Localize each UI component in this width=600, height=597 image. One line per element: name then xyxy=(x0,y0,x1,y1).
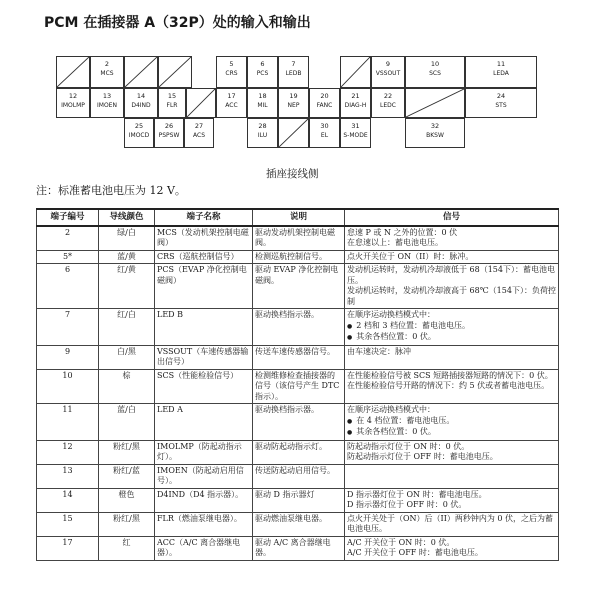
wire-color: 红/黄 xyxy=(99,264,155,309)
terminal-name: D4IND（D4 指示器）。 xyxy=(155,488,253,512)
connector-caption: 插座接线侧 xyxy=(266,168,319,180)
connector-pin-empty xyxy=(56,56,90,88)
connector-pin-empty xyxy=(405,88,465,118)
terminal-description: 驱动换档指示器。 xyxy=(253,404,345,441)
terminal-signal xyxy=(345,488,559,512)
table-row xyxy=(37,369,559,404)
terminal-signal xyxy=(345,309,559,346)
connector-pin-empty xyxy=(124,56,158,88)
terminal-signal xyxy=(345,264,559,309)
wire-color: 绿/白 xyxy=(99,226,155,251)
connector-pin: 20 FANC xyxy=(309,88,340,118)
terminal-signal xyxy=(345,250,559,264)
signal-line: A/C 开关位于 OFF 时：蓄电池电压。 xyxy=(347,548,483,557)
terminal-description: 驱动发动机架控制电磁阀。 xyxy=(253,226,345,251)
terminal-number: 2 xyxy=(37,226,99,251)
terminal-number: 7 xyxy=(37,309,99,346)
connector-diagram xyxy=(0,0,600,160)
terminal-name: PCS（EVAP 净化控制电磁阀） xyxy=(155,264,253,309)
terminal-description: 驱动 D 指示器灯 xyxy=(253,488,345,512)
terminal-number: 6 xyxy=(37,264,99,309)
connector-pin-empty xyxy=(186,88,216,118)
connector-pin: 30 EL xyxy=(309,118,340,148)
connector-pin-empty xyxy=(278,118,309,148)
terminal-signal xyxy=(345,404,559,441)
signal-line: ● 2 档和 3 档位置：蓄电池电压。 xyxy=(347,321,556,333)
connector-pin: 28 ILU xyxy=(247,118,278,148)
terminal-description: 驱动燃油泵继电器。 xyxy=(253,512,345,536)
signal-line: 由车速决定：脉冲 xyxy=(347,346,411,356)
signal-line: 在性能检验信号开路的情况下：约 5 伏或者蓄电池电压。 xyxy=(347,381,550,390)
terminal-name: CRS（巡航控制信号） xyxy=(155,250,253,264)
terminal-name: IMOEN（防起动启用信号）。 xyxy=(155,464,253,488)
wire-color: 白/黑 xyxy=(99,345,155,369)
terminal-description: 传送车速传感器信号。 xyxy=(253,345,345,369)
terminal-signal xyxy=(345,536,559,560)
signal-line: 防起动指示灯位于 ON 时：0 伏。 xyxy=(347,441,470,451)
connector-pin: 21 DIAG-H xyxy=(340,88,371,118)
signal-line: ● 其余各档位置：0 伏。 xyxy=(347,427,556,439)
table-row xyxy=(37,250,559,264)
signal-line: 在顺序运动换档模式中： xyxy=(347,310,435,319)
signal-line: 在怠速以上：蓄电池电压。 xyxy=(347,238,443,247)
terminal-name: VSSOUT（车速传感器输出信号） xyxy=(155,345,253,369)
terminal-name: FLR（燃油泵继电器）。 xyxy=(155,512,253,536)
wire-color: 粉红/黑 xyxy=(99,512,155,536)
terminal-number: 9 xyxy=(37,345,99,369)
connector-pin: 18 MIL xyxy=(247,88,278,118)
table-row xyxy=(37,536,559,560)
table-row xyxy=(37,488,559,512)
terminal-number: 17 xyxy=(37,536,99,560)
connector-pin-empty xyxy=(340,56,371,88)
signal-line: D 指示器灯位于 ON 时：蓄电池电压。 xyxy=(347,489,487,499)
table-row xyxy=(37,440,559,464)
connector-pin: 6 PCS xyxy=(247,56,278,88)
column-header: 说明 xyxy=(253,209,345,226)
wire-color: 蓝/黄 xyxy=(99,250,155,264)
table-row xyxy=(37,309,559,346)
connector-pin: 26 PSPSW xyxy=(154,118,184,148)
signal-line: 在性能检验信号被 SCS 短路插接器短路的情况下：0 伏。 xyxy=(347,370,553,380)
column-header: 端子名称 xyxy=(155,209,253,226)
terminal-description: 驱动 EVAP 净化控制电磁阀。 xyxy=(253,264,345,309)
terminal-number: 14 xyxy=(37,488,99,512)
table-row xyxy=(37,404,559,441)
column-header: 端子编号 xyxy=(37,209,99,226)
terminal-name: LED A xyxy=(155,404,253,441)
connector-pin: 32 BKSW xyxy=(405,118,465,148)
connector-pin: 14 D4IND xyxy=(124,88,158,118)
column-header: 导线颜色 xyxy=(99,209,155,226)
table-row xyxy=(37,264,559,309)
terminal-number: 11 xyxy=(37,404,99,441)
connector-pin: 25 IMOCD xyxy=(124,118,154,148)
terminal-description: 驱动防起动指示灯。 xyxy=(253,440,345,464)
connector-pin: 19 NEP xyxy=(278,88,309,118)
connector-pin: 7 LEDB xyxy=(278,56,309,88)
signal-line: 发动机运转时，发动机冷却液高于 68℃（154下）：负荷控制 xyxy=(347,286,556,306)
terminal-name: LED B xyxy=(155,309,253,346)
terminal-name: SCS（性能检验信号） xyxy=(155,369,253,404)
connector-pin: 10 SCS xyxy=(405,56,465,88)
terminal-description: 驱动 A/C 离合器继电器。 xyxy=(253,536,345,560)
column-header: 信号 xyxy=(345,209,559,226)
wire-color: 粉红/黑 xyxy=(99,440,155,464)
terminal-number: 10 xyxy=(37,369,99,404)
signal-line: ● 在 4 档位置：蓄电池电压。 xyxy=(347,416,556,428)
table-row xyxy=(37,464,559,488)
connector-pin: 9 VSSOUT xyxy=(371,56,405,88)
terminal-number: 5* xyxy=(37,250,99,264)
table-row xyxy=(37,345,559,369)
connector-pin: 2 MCS xyxy=(90,56,124,88)
terminal-signal xyxy=(345,440,559,464)
table-row xyxy=(37,226,559,251)
terminal-number: 12 xyxy=(37,440,99,464)
wire-color: 粉红/蓝 xyxy=(99,464,155,488)
terminal-signal xyxy=(345,512,559,536)
wire-color: 红 xyxy=(99,536,155,560)
signal-line: 点火开关位于 ON（II）时：脉冲。 xyxy=(347,251,474,261)
terminal-signal xyxy=(345,345,559,369)
signal-line: A/C 开关位于 ON 时：0 伏。 xyxy=(347,537,455,547)
connector-pin: 11 LEDA xyxy=(465,56,537,88)
wire-color: 棕 xyxy=(99,369,155,404)
signal-line: 在顺序运动换档模式中： xyxy=(347,405,435,414)
page-title: PCM 在插接器 A（32P）处的输入和输出 xyxy=(44,15,311,31)
terminal-description: 驱动换档指示器。 xyxy=(253,309,345,346)
battery-note: 注：标准蓄电池电压为 12 V。 xyxy=(36,184,186,197)
signal-line: 点火开关处于（ON）后（II）两秒钟内为 0 伏，之后为蓄电池电压。 xyxy=(347,513,554,533)
terminal-name: MCS（发动机架控制电磁阀） xyxy=(155,226,253,251)
table-header-row xyxy=(37,209,559,226)
terminal-signal xyxy=(345,226,559,251)
connector-pin: 17 ACC xyxy=(216,88,247,118)
wire-color: 蓝/白 xyxy=(99,404,155,441)
terminal-table xyxy=(36,208,559,561)
terminal-number: 15 xyxy=(37,512,99,536)
table-row xyxy=(37,512,559,536)
terminal-description: 传送防起动启用信号。 xyxy=(253,464,345,488)
signal-line: 怠速 P 或 N 之外的位置：0 伏 xyxy=(347,227,458,237)
signal-line: 防起动指示灯位于 OFF 时：蓄电池电压。 xyxy=(347,452,498,461)
terminal-number: 13 xyxy=(37,464,99,488)
terminal-description: 检测维修检查插接器的信号（该信号产生 DTC 指示）。 xyxy=(253,369,345,404)
connector-pin: 5 CRS xyxy=(216,56,247,88)
connector-pin: 13 IMOEN xyxy=(90,88,124,118)
signal-line: 发动机运转时，发动机冷却液低于 68（154下）：蓄电池电压。 xyxy=(347,265,555,285)
connector-pin: 24 STS xyxy=(465,88,537,118)
signal-line: D 指示器灯位于 OFF 时：0 伏。 xyxy=(347,500,467,509)
signal-line: ● 其余各档位置：0 伏。 xyxy=(347,332,556,344)
terminal-name: ACC（A/C 离合器继电器）。 xyxy=(155,536,253,560)
connector-pin: 27 ACS xyxy=(184,118,214,148)
terminal-description: 检测巡航控制信号。 xyxy=(253,250,345,264)
terminal-name: IMOLMP（防起动指示灯）。 xyxy=(155,440,253,464)
connector-pin: 12 IMOLMP xyxy=(56,88,90,118)
connector-pin: 22 LEDC xyxy=(371,88,405,118)
connector-pin-empty xyxy=(158,56,192,88)
terminal-signal xyxy=(345,369,559,404)
connector-pin: 15 FLR xyxy=(158,88,186,118)
wire-color: 红/白 xyxy=(99,309,155,346)
terminal-signal xyxy=(345,464,559,488)
wire-color: 橙色 xyxy=(99,488,155,512)
connector-pin: 31 S-MODE xyxy=(340,118,371,148)
